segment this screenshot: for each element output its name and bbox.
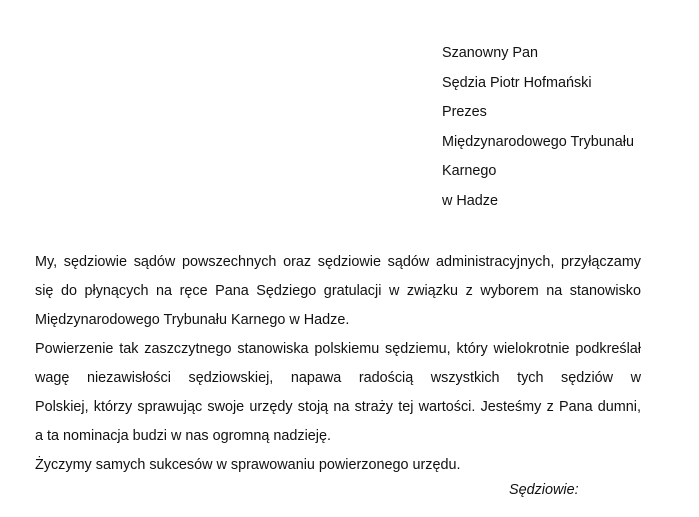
paragraph-line: Życzymy samych sukcesów w sprawowaniu powierzonego urzędu.: [35, 457, 461, 473]
letter-body: [35, 248, 641, 480]
signature-label: Sędziowie:: [509, 482, 579, 498]
paragraph-line: się do płynących na ręce Pana Sędziego gratulacji w związku z wyborem na stanowisko: [35, 283, 641, 299]
paragraph-line: My, sędziowie sądów powszechnych oraz sędziowie sądów administracyjnych, przyłączamy: [35, 254, 641, 270]
paragraph-line: Polskiej, którzy sprawując swoje urzędy stoją na straży tej wartości. Jesteśmy z Pana dumni,: [35, 399, 641, 415]
paragraph-appreciation: [35, 335, 641, 451]
paragraph-wishes: [35, 451, 641, 480]
addressee-block: [442, 44, 682, 221]
paragraph-line: Powierzenie tak zaszczytnego stanowiska polskiemu sędziemu, który wielokrotnie podkreślał: [35, 341, 641, 357]
addressee-title: Prezes: [442, 104, 487, 120]
paragraph-line: Międzynarodowego Trybunału Karnego w Hadze.: [35, 312, 350, 328]
addressee-institution-line1: Międzynarodowego Trybunału: [442, 133, 634, 150]
paragraph-line: a ta nominacja budzi w nas ogromną nadzieję.: [35, 428, 331, 444]
paragraph-congratulations: [35, 248, 641, 335]
addressee-location: w Hadze: [442, 192, 498, 209]
addressee-institution-line2: Karnego: [442, 163, 497, 179]
addressee-name: Sędzia Piotr Hofmański: [442, 74, 592, 91]
paragraph-line: wagę niezawisłości sędziowskiej, napawa radością wszystkich tych sędziów w: [35, 370, 641, 386]
addressee-salutation: Szanowny Pan: [442, 45, 538, 61]
